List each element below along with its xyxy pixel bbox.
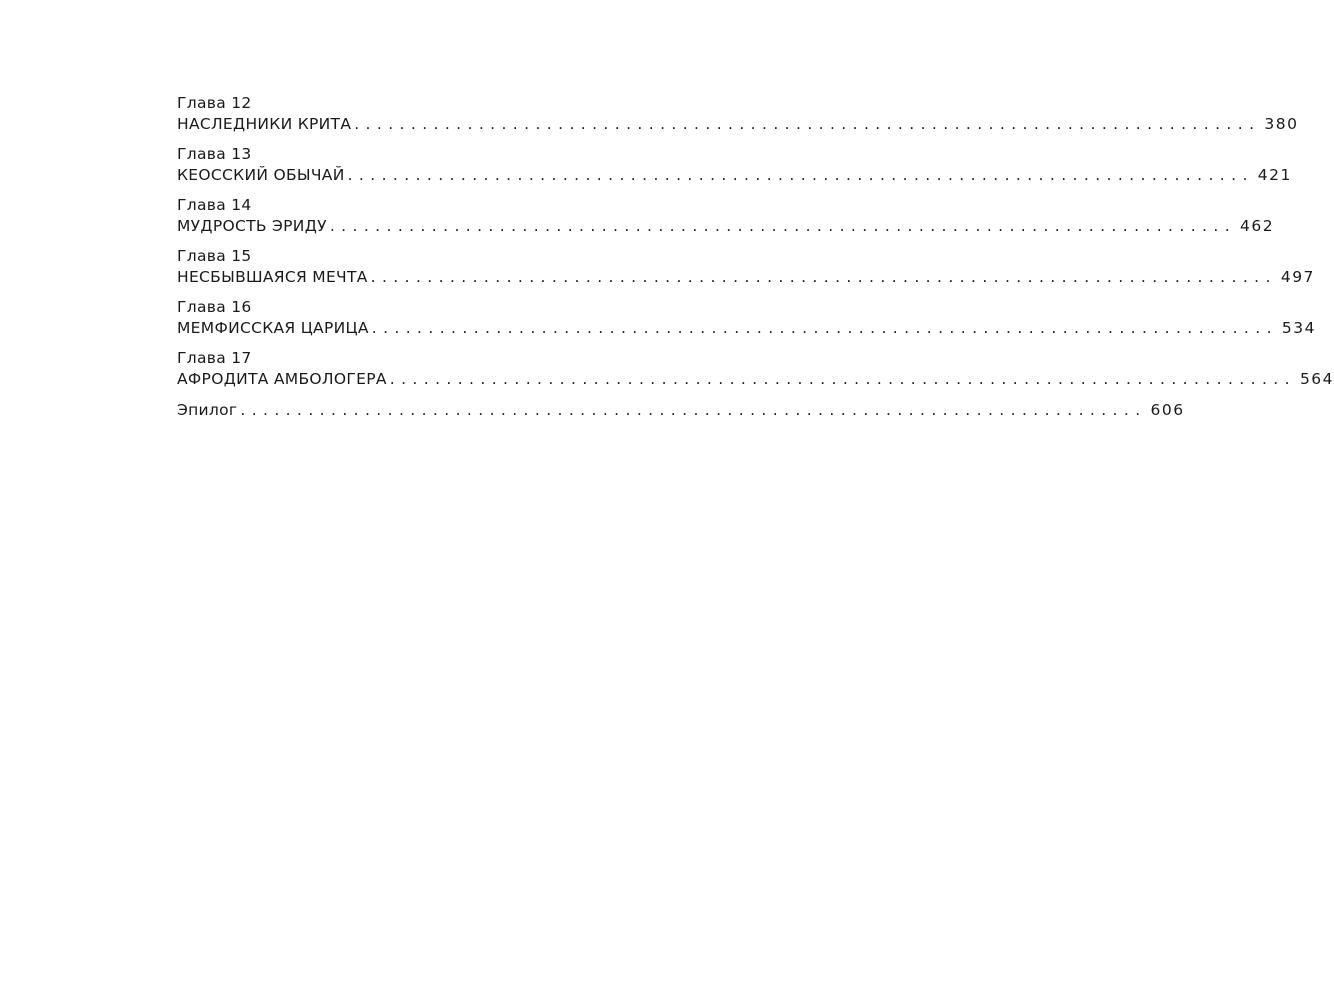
toc-line (177, 113, 1299, 137)
page-number: 564 (1299, 370, 1334, 388)
toc-line (177, 266, 1315, 290)
dot-leader: ................................................................................ (240, 401, 1147, 419)
dot-leader: ................................................................................ (347, 166, 1254, 184)
chapter-number: Глава 15 (177, 247, 252, 265)
chapter-number: Глава 16 (177, 298, 252, 316)
dot-leader: ................................................................................ (389, 370, 1296, 388)
toc-entry-chapter-12 (177, 93, 1299, 137)
table-of-contents (177, 93, 1334, 430)
chapter-number: Глава 17 (177, 349, 252, 367)
chapter-number: Глава 12 (177, 94, 252, 112)
toc-entry-chapter-16 (177, 297, 1317, 341)
toc-line (177, 399, 1185, 423)
dot-leader: ................................................................................ (371, 319, 1278, 337)
toc-entry-chapter-15 (177, 246, 1315, 290)
page-number: 380 (1264, 115, 1299, 133)
page-number: 497 (1280, 268, 1315, 286)
toc-entry-chapter-17 (177, 348, 1334, 392)
chapter-title: НАСЛЕДНИКИ КРИТА (177, 115, 352, 133)
toc-line (177, 317, 1317, 341)
chapter-number: Глава 13 (177, 145, 252, 163)
epilog-title: Эпилог (177, 401, 238, 419)
chapter-title: НЕСБЫВШАЯСЯ МЕЧТА (177, 268, 368, 286)
page-number: 421 (1257, 166, 1292, 184)
chapter-title: АФРОДИТА АМБОЛОГЕРА (177, 370, 387, 388)
toc-line (177, 368, 1334, 392)
toc-line (177, 215, 1275, 239)
chapter-title: МУДРОСТЬ ЭРИДУ (177, 217, 327, 235)
chapter-title: КЕОССКИЙ ОБЫЧАЙ (177, 166, 345, 184)
page-number: 534 (1281, 319, 1317, 337)
dot-leader: ................................................................................ (354, 115, 1261, 133)
toc-entry-chapter-14 (177, 195, 1275, 239)
chapter-number: Глава 14 (177, 196, 252, 214)
chapter-title: МЕМФИССКАЯ ЦАРИЦА (177, 319, 369, 337)
dot-leader: ................................................................................ (370, 268, 1277, 286)
page-number: 462 (1240, 217, 1275, 235)
page-number: 606 (1150, 401, 1185, 419)
toc-line (177, 164, 1292, 188)
toc-entry-chapter-13 (177, 144, 1292, 188)
toc-entry-epilog (177, 399, 1185, 423)
dot-leader: ................................................................................ (329, 217, 1237, 235)
